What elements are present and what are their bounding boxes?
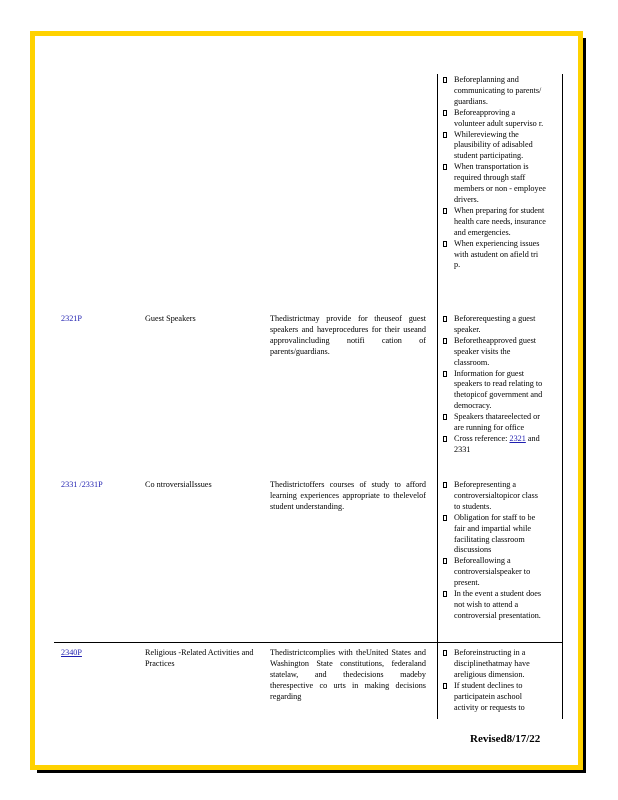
policy-title: Co ntroversialIssues (145, 480, 212, 489)
bullet-item: Whilereviewing the plausibility of adisabled student participating. (442, 130, 546, 163)
bullet-box-icon (443, 558, 447, 564)
bullet-item: When experiencing issues with astudent on afield tri p. (442, 239, 546, 272)
bullet-item: When preparing for student health care needs, insurance and emergencies. (442, 206, 546, 239)
table-divider (562, 74, 563, 719)
bullet-item: When transportation is required through staff members or non - employee drivers. (442, 162, 546, 206)
bullet-box-icon (443, 316, 447, 322)
table-row-divider (54, 642, 563, 643)
bullet-box-icon (443, 650, 447, 656)
bullet-item: Beforeinstructing in a disciplinethatmay have areligious dimension. (442, 648, 546, 681)
bullet-box-icon (443, 482, 447, 488)
table-divider (437, 74, 438, 719)
row-3-bullets (442, 648, 546, 713)
bullet-box-icon (443, 371, 447, 377)
bullet-item: Beforepresenting a controversialtopicor class to students. (442, 480, 546, 513)
bullet-item: Obligation for staff to be fair and impartial while facilitating classroom discussions (442, 513, 546, 557)
policy-code: 2331 /2331P (61, 480, 103, 489)
bullet-item: Beforetheapproved guest speaker visits the classroom. (442, 336, 546, 369)
cross-reference-link[interactable]: 2321 (509, 433, 526, 443)
policy-description: Thedistrictcomplies with theUnited States and Washington State constitutions, federaland statelaw, and thedecisions madeby therespective co urts in making decisions regarding (270, 648, 426, 701)
bullet-box-icon (443, 436, 447, 442)
bullet-item: Speakers thatareelected or are running for office (442, 412, 546, 434)
policy-code-link[interactable]: 2340P (61, 648, 82, 657)
bullet-box-icon (443, 591, 447, 597)
bullet-box-icon (443, 683, 447, 689)
bullet-item: Beforeallowing a controversialspeaker to present. (442, 556, 546, 589)
revision-date: Revised8/17/22 (470, 733, 541, 745)
bullet-box-icon (443, 208, 447, 214)
policy-description: Thedistrictoffers courses of study to afford learning experiences appropriate to thelevelof student understanding. (270, 480, 426, 511)
bullet-box-icon (443, 132, 447, 138)
row-0-bullets (442, 75, 546, 271)
bullet-box-icon (443, 241, 447, 247)
bullet-box-icon (443, 164, 447, 170)
bullet-box-icon (443, 414, 447, 420)
bullet-box-icon (443, 110, 447, 116)
bullet-item: Information for guest speakers to read relating to thetopicof government and democracy. (442, 369, 546, 413)
row-1-bullets (442, 314, 546, 456)
bullet-item: Beforeapproving a volunteer adult superviso r. (442, 108, 546, 130)
policy-title: Guest Speakers (145, 314, 196, 323)
policy-description: Thedistrictmay provide for theuseof guest speakers and haveprocedures for their useand approvalincluding notifi cation of parents/guardians. (270, 314, 426, 356)
bullet-item: Cross reference: 2321 and 2331 (442, 434, 546, 456)
bullet-item: Beforeplanning and communicating to parents/ guardians. (442, 75, 546, 108)
bullet-item: If student declines to participatein aschool activity or requests to (442, 681, 546, 714)
bullet-box-icon (443, 77, 447, 83)
bullet-box-icon (443, 515, 447, 521)
policy-title: Religious -Related Activities and Practices (145, 648, 254, 668)
bullet-item: In the event a student does not wish to attend a controversial presentation. (442, 589, 546, 622)
policy-code: 2321P (61, 314, 82, 323)
bullet-box-icon (443, 338, 447, 344)
row-2-bullets (442, 480, 546, 622)
bullet-item: Beforerequesting a guest speaker. (442, 314, 546, 336)
